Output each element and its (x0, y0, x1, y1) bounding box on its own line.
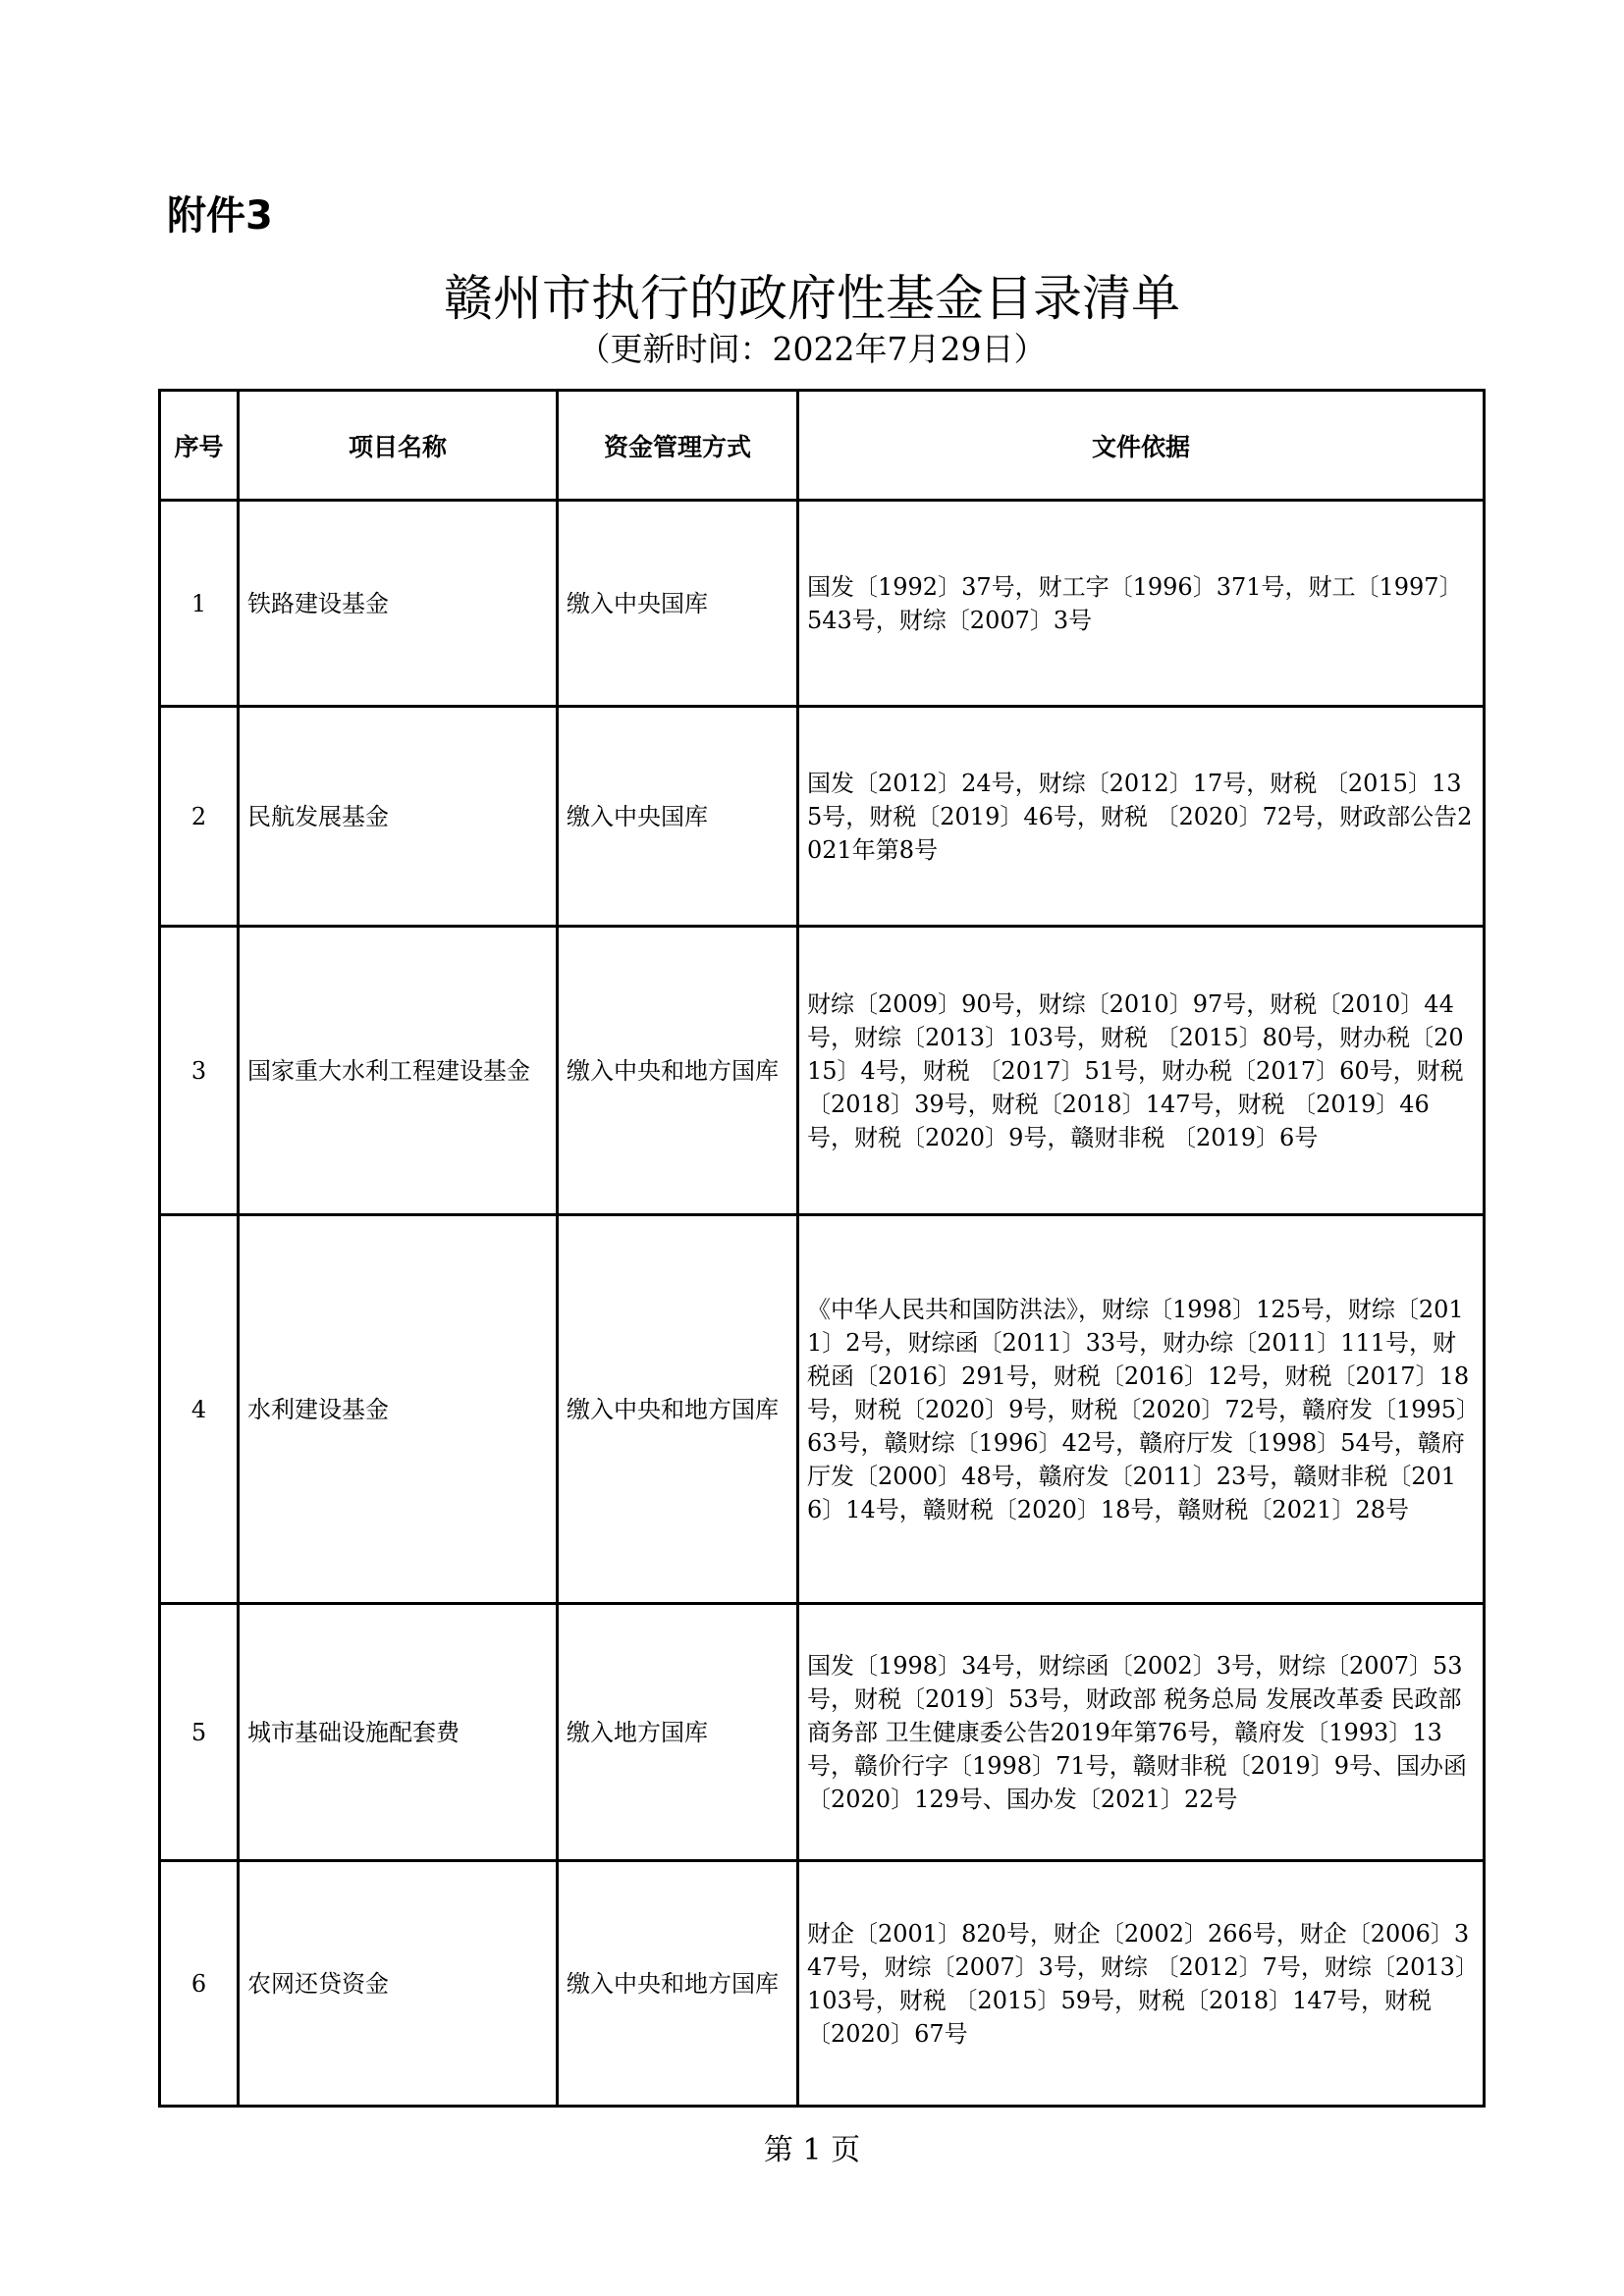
table-row (160, 1861, 1485, 2107)
header-index: 序号 (160, 391, 239, 501)
row-management-method: 缴入地方国库 (558, 1604, 798, 1861)
header-project-name: 项目名称 (239, 391, 558, 501)
row-document-basis: 国发〔1998〕34号，财综函〔2002〕3号，财综〔2007〕53号，财税〔2019〕53号，财政部 税务总局 发展改革委 民政部 商务部 卫生健康委公告2019年第76号，赣府发〔1993〕13号，赣价行字〔1998〕71号，赣财非税〔2019〕9号、国办函〔2020〕129号、国办发〔2021〕22号 (798, 1604, 1485, 1861)
page-title: 赣州市执行的政府性基金目录清单 (444, 270, 1180, 327)
row-management-method: 缴入中央国库 (558, 707, 798, 927)
row-project-name: 农网还贷资金 (239, 1861, 558, 2107)
table-header-row (160, 391, 1485, 501)
page-number: 第 1 页 (763, 2133, 861, 2167)
row-document-basis: 《中华人民共和国防洪法》，财综〔1998〕125号，财综〔2011〕2号，财综函〔2011〕33号，财办综〔2011〕111号，财税函〔2016〕291号，财税〔2016〕12号，财税〔2017〕18号，财税〔2020〕9号，财税〔2020〕72号，赣府发〔1995〕63号，赣财综〔1996〕42号，赣府厅发〔1998〕54号，赣府厅发〔2000〕48号，赣府发〔2011〕23号，赣财非税〔2016〕14号，赣财税〔2020〕18号，赣财税〔2021〕28号 (798, 1215, 1485, 1604)
update-date-subtitle: （更新时间：2022年7月29日） (577, 330, 1047, 368)
row-index: 6 (160, 1861, 239, 2107)
row-index: 2 (160, 707, 239, 927)
header-document-basis: 文件依据 (798, 391, 1485, 501)
table-row (160, 707, 1485, 927)
row-index: 4 (160, 1215, 239, 1604)
row-project-name: 水利建设基金 (239, 1215, 558, 1604)
row-document-basis: 财企〔2001〕820号，财企〔2002〕266号，财企〔2006〕347号，财综〔2007〕3号，财综 〔2012〕7号，财综〔2013〕103号，财税 〔2015〕59号，财税〔2018〕147号，财税 〔2020〕67号 (798, 1861, 1485, 2107)
header-management-method: 资金管理方式 (558, 391, 798, 501)
table-row (160, 1604, 1485, 1861)
row-project-name: 铁路建设基金 (239, 501, 558, 707)
row-project-name: 城市基础设施配套费 (239, 1604, 558, 1861)
row-document-basis: 国发〔1992〕37号，财工字〔1996〕371号，财工〔1997〕543号，财综〔2007〕3号 (798, 501, 1485, 707)
row-index: 1 (160, 501, 239, 707)
table-row (160, 501, 1485, 707)
row-management-method: 缴入中央和地方国库 (558, 1861, 798, 2107)
row-document-basis: 财综〔2009〕90号，财综〔2010〕97号，财税〔2010〕44号，财综〔2013〕103号，财税 〔2015〕80号，财办税〔2015〕4号，财税 〔2017〕51号，财办税〔2017〕60号，财税 〔2018〕39号，财税〔2018〕147号，财税 〔2019〕46号，财税〔2020〕9号，赣财非税 〔2019〕6号 (798, 927, 1485, 1215)
row-index: 3 (160, 927, 239, 1215)
row-management-method: 缴入中央和地方国库 (558, 1215, 798, 1604)
row-document-basis: 国发〔2012〕24号，财综〔2012〕17号，财税 〔2015〕135号，财税〔2019〕46号，财税 〔2020〕72号，财政部公告2021年第8号 (798, 707, 1485, 927)
attachment-label: 附件3 (167, 193, 273, 239)
table-row (160, 1215, 1485, 1604)
row-management-method: 缴入中央和地方国库 (558, 927, 798, 1215)
row-management-method: 缴入中央国库 (558, 501, 798, 707)
row-project-name: 国家重大水利工程建设基金 (239, 927, 558, 1215)
row-project-name: 民航发展基金 (239, 707, 558, 927)
fund-list-table (158, 389, 1486, 2108)
row-index: 5 (160, 1604, 239, 1861)
table-row (160, 927, 1485, 1215)
